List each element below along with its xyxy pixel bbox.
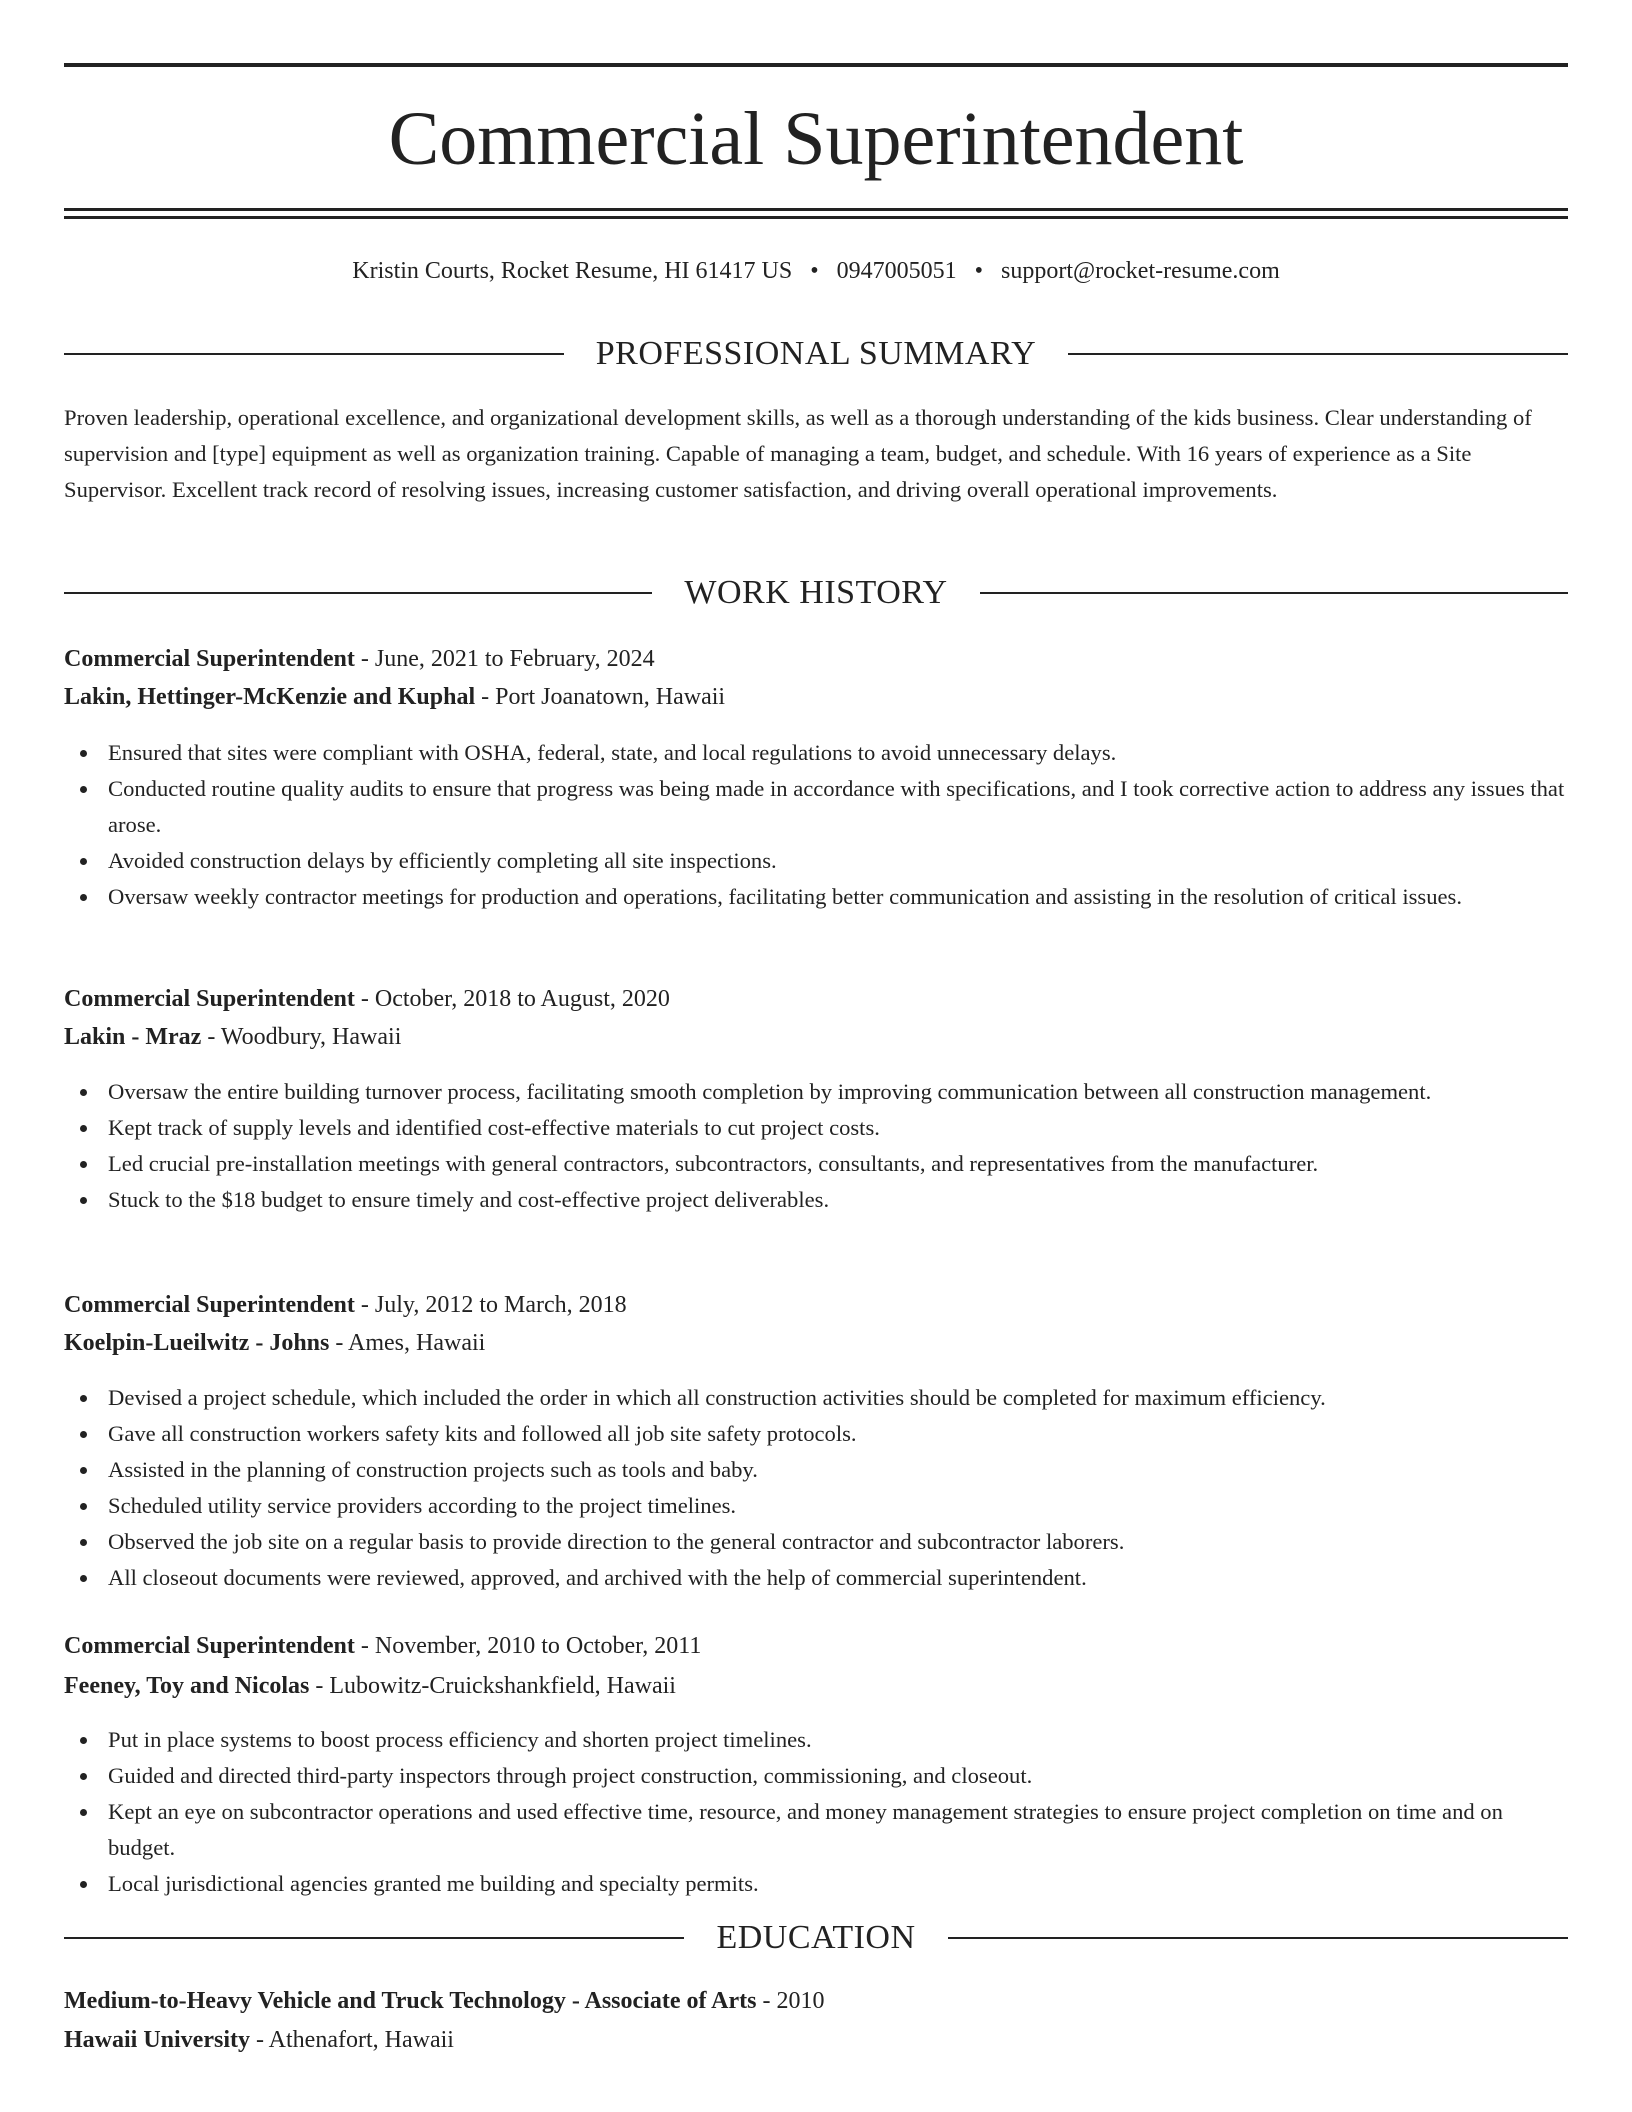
list-item: Conducted routine quality audits to ensure that progress was being made in accordance with specifications, and I took corrective action to address any issues that arose. xyxy=(64,771,1574,843)
job-company-line xyxy=(64,1328,485,1358)
job-location: - Lubowitz-Cruickshankfield, Hawaii xyxy=(315,1673,676,1699)
job-title: Commercial Superintendent xyxy=(64,646,355,672)
job-title: Commercial Superintendent xyxy=(64,986,355,1012)
list-item: Oversaw weekly contractor meetings for production and operations, facilitating better communication and assisting in the resolution of critical issues. xyxy=(64,879,1574,915)
heading-rule xyxy=(64,592,652,594)
job-company: Koelpin-Lueilwitz - Johns xyxy=(64,1330,330,1356)
list-item: Assisted in the planning of construction projects such as tools and baby. xyxy=(64,1452,1574,1488)
job-title-line xyxy=(64,984,670,1014)
job-title-line xyxy=(64,644,655,674)
heading-rule xyxy=(1068,353,1568,355)
job-bullets xyxy=(64,1722,1574,1902)
job-bullets xyxy=(64,735,1574,915)
page-title: Commercial Superintendent xyxy=(388,97,1244,181)
list-item: Guided and directed third-party inspectors through project construction, commissioning, and closeout. xyxy=(64,1758,1574,1794)
education-heading xyxy=(64,1918,1568,1958)
job-dates: - November, 2010 to October, 2011 xyxy=(360,1633,702,1659)
list-item: Local jurisdictional agencies granted me building and specialty permits. xyxy=(64,1866,1574,1902)
contact-separator: • xyxy=(974,258,984,284)
summary-heading xyxy=(64,334,1568,374)
heading-rule xyxy=(948,1937,1568,1939)
job-bullets xyxy=(64,1380,1574,1596)
job-title-line xyxy=(64,1290,627,1320)
job-company-line xyxy=(64,1671,676,1701)
title-rule-upper xyxy=(64,208,1568,211)
summary-heading-label: PROFESSIONAL SUMMARY xyxy=(595,335,1037,372)
job-company: Feeney, Toy and Nicolas xyxy=(64,1673,310,1699)
list-item: All closeout documents were reviewed, approved, and archived with the help of commercial superintendent. xyxy=(64,1560,1574,1596)
list-item: Kept track of supply levels and identified cost-effective materials to cut project costs. xyxy=(64,1110,1574,1146)
job-location: - Ames, Hawaii xyxy=(335,1330,486,1356)
job-company-line xyxy=(64,1022,401,1052)
job-company: Lakin, Hettinger-McKenzie and Kuphal xyxy=(64,684,476,710)
list-item: Devised a project schedule, which included the order in which all construction activities should be completed for maximum efficiency. xyxy=(64,1380,1574,1416)
heading-rule xyxy=(980,592,1568,594)
list-item: Led crucial pre-installation meetings with general contractors, subcontractors, consultants, and representatives from the manufacturer. xyxy=(64,1146,1574,1182)
education-school: Hawaii University xyxy=(64,2027,250,2053)
list-item: Ensured that sites were compliant with OSHA, federal, state, and local regulations to avoid unnecessary delays. xyxy=(64,735,1574,771)
education-year: - 2010 xyxy=(762,1988,825,2014)
contact-address: Kristin Courts, Rocket Resume, HI 61417 US xyxy=(352,258,793,284)
job-location: - Port Joanatown, Hawaii xyxy=(481,684,726,710)
list-item: Stuck to the $18 budget to ensure timely and cost-effective project deliverables. xyxy=(64,1182,1574,1218)
work-history-heading xyxy=(64,573,1568,613)
contact-line xyxy=(64,256,1568,286)
work-history-heading-label: WORK HISTORY xyxy=(684,574,948,611)
education-heading-label: EDUCATION xyxy=(716,1919,916,1956)
education-school-line xyxy=(64,2025,454,2055)
list-item: Avoided construction delays by efficiently completing all site inspections. xyxy=(64,843,1574,879)
heading-rule xyxy=(64,1937,684,1939)
contact-separator: • xyxy=(810,258,819,284)
job-dates: - June, 2021 to February, 2024 xyxy=(360,646,655,672)
contact-email: support@rocket-resume.com xyxy=(1001,258,1280,284)
contact-phone: 0947005051 xyxy=(836,258,957,284)
education-degree-line xyxy=(64,1986,824,2016)
job-title: Commercial Superintendent xyxy=(64,1292,355,1318)
job-company-line xyxy=(64,682,725,712)
list-item: Put in place systems to boost process efficiency and shorten project timelines. xyxy=(64,1722,1574,1758)
job-company: Lakin - Mraz xyxy=(64,1024,202,1050)
list-item: Kept an eye on subcontractor operations and used effective time, resource, and money management strategies to ensure project completion on time and on budget. xyxy=(64,1794,1574,1866)
job-dates: - July, 2012 to March, 2018 xyxy=(360,1292,627,1318)
job-location: - Woodbury, Hawaii xyxy=(207,1024,402,1050)
list-item: Scheduled utility service providers according to the project timelines. xyxy=(64,1488,1574,1524)
job-bullets xyxy=(64,1074,1574,1218)
summary-text: Proven leadership, operational excellence, and organizational development skills, as well as a thorough understanding of the kids business. Clear understanding of supervision and [type] equipment as well as organization training. Capable of managing a team, budget, and schedule. With 16 years of experience as a Site Supervisor. Excellent track record of resolving issues, increasing customer satisfaction, and driving overall operational improvements. xyxy=(64,405,1532,502)
list-item: Gave all construction workers safety kits and followed all job site safety protocols. xyxy=(64,1416,1574,1452)
job-dates: - October, 2018 to August, 2020 xyxy=(360,986,670,1012)
job-title: Commercial Superintendent xyxy=(64,1633,355,1659)
job-title-line xyxy=(64,1631,701,1661)
top-rule xyxy=(64,63,1568,67)
list-item: Oversaw the entire building turnover process, facilitating smooth completion by improving communication between all construction management. xyxy=(64,1074,1574,1110)
title-rule-lower xyxy=(64,216,1568,219)
education-location: - Athenafort, Hawaii xyxy=(256,2027,454,2053)
list-item: Observed the job site on a regular basis to provide direction to the general contractor and subcontractor laborers. xyxy=(64,1524,1574,1560)
heading-rule xyxy=(64,353,564,355)
education-degree: Medium-to-Heavy Vehicle and Truck Technology - Associate of Arts xyxy=(64,1988,757,2014)
